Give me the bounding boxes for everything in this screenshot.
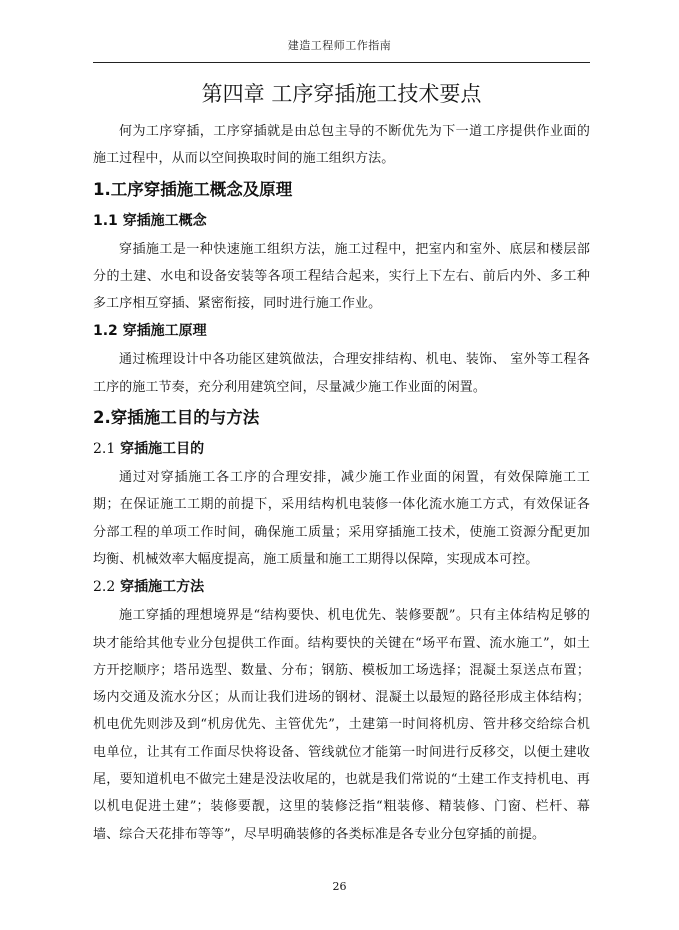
subsection-1-1-heading (93, 207, 590, 235)
subsection-title: 穿插施工目的 (120, 441, 205, 458)
page-body (93, 78, 590, 848)
subsection-2-1-heading (93, 435, 590, 463)
subsection-2-2-heading (93, 573, 590, 601)
section-2-heading: 2.穿插施工目的与方法 (93, 408, 260, 428)
subsection-number: 1.1 (93, 212, 118, 229)
subsection-1-2-paragraph: 通过梳理设计中各功能区建筑做法，合理安排结构、机电、装饰、 室外等工程各工序的施工节奏，充分利用建筑空间，尽量减少施工作业面的闲置。 (93, 352, 590, 395)
intro-paragraph: 何为工序穿插，工序穿插就是由总包主导的不断优先为下一道工序提供作业面的施工过程中，从而以空间换取时间的施工组织方法。 (93, 124, 590, 167)
section-1-heading: 1.工序穿插施工概念及原理 (93, 179, 293, 199)
subsection-2-1-paragraph: 通过对穿插施工各工序的合理安排，减少施工作业面的闲置，有效保障施工工期；在保证施工工期的前提下，采用结构机电装修一体化流水施工方式，有效保证各分部工程的单项工作时间，确保施工质量；采用穿插施工技术，使施工资源分配更加均衡、机械效率大幅度提高，施工质量和施工工期得以保障，实现成本可控。 (93, 470, 590, 567)
subsection-title: 穿插施工方法 (120, 579, 205, 596)
header-divider (93, 62, 590, 63)
subsection-2-2-paragraph: 施工穿插的理想境界是“结构要快、机电优先、装修要靓”。只有主体结构足够的块才能给其他专业分包提供工作面。结构要快的关键在“场平布置、流水施工”，如土方开挖顺序；塔吊选型、数量、分布；钢筋、模板加工场选择；混凝土泵送点布置；场内交通及流水分区；从而让我们进场的钢材、混凝土以最短的路径形成主体结构；机电优先则涉及到“机房优先、主管优先”，土建第一时间将机房、管井移交给综合机电单位，让其有工作面尽快将设备、管线就位才能第一时间进行反移交，以便土建收尾，要知道机电不做完土建是没法收尾的，也就是我们常说的“土建工作支持机电、再以机电促进土建”；装修要靓，这里的装修泛指“粗装修、精装修、门窗、栏杆、幕墙、综合天花排布等等”，尽早明确装修的各类标准是各专业分包穿插的前提。 (93, 608, 590, 842)
subsection-1-2-heading (93, 317, 590, 345)
page-number: 26 (332, 880, 347, 893)
subsection-number: 2.2 (93, 579, 116, 596)
subsection-number: 1.2 (93, 323, 118, 340)
subsection-title: 穿插施工概念 (122, 212, 207, 229)
subsection-title: 穿插施工原理 (122, 323, 207, 340)
running-header: 建造工程师工作指南 (287, 39, 392, 52)
chapter-title: 第四章 工序穿插施工技术要点 (201, 82, 482, 106)
subsection-number: 2.1 (93, 441, 116, 458)
subsection-1-1-paragraph: 穿插施工是一种快速施工组织方法，施工过程中，把室内和室外、底层和楼层部分的土建、水电和设备安装等各项工程结合起来，实行上下左右、前后内外、多工种多工序相互穿插、紧密衔接，同时进行施工作业。 (93, 241, 590, 312)
